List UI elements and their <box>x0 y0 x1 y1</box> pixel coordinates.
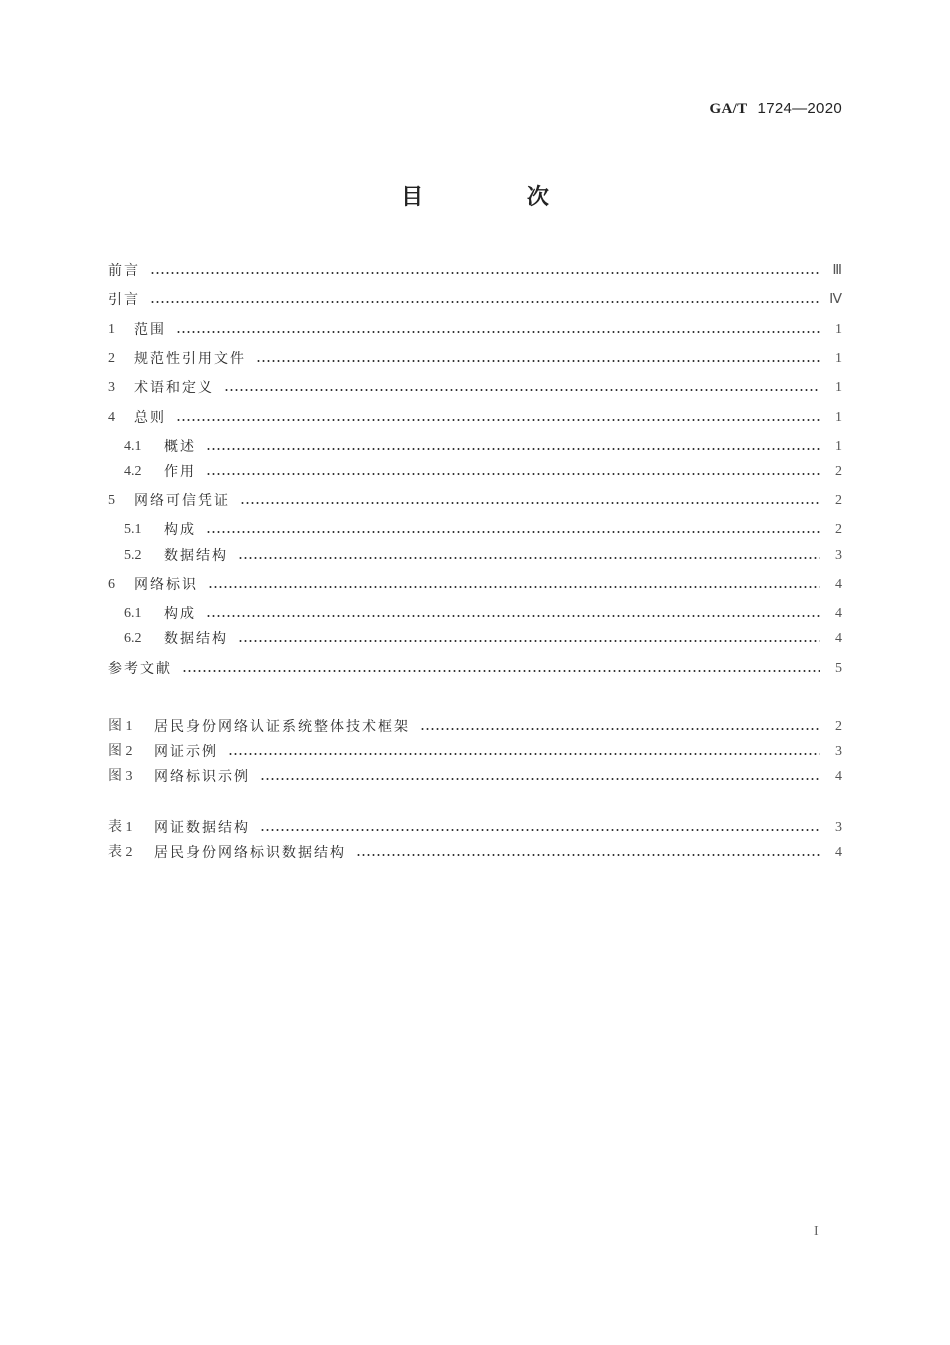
dot-leader <box>228 742 820 762</box>
dot-leader <box>224 378 820 398</box>
entry-page-number: 4 <box>835 606 842 621</box>
entry-label: 引言 <box>108 292 140 308</box>
toc-entry[interactable] <box>108 604 842 624</box>
entry-label: 居民身份网络认证系统整体技术框架 <box>154 719 410 735</box>
entry-label: 术语和定义 <box>134 380 214 396</box>
toc-entry[interactable] <box>108 491 842 511</box>
standard-prefix: GA/T <box>709 101 748 117</box>
entry-label: 范围 <box>134 322 166 338</box>
page-number: I <box>814 1224 819 1239</box>
entry-label: 作用 <box>164 464 196 480</box>
entry-page-number: 4 <box>835 845 842 860</box>
entry-page-number: 1 <box>835 410 842 425</box>
entry-page-number: 1 <box>835 439 842 454</box>
dot-leader <box>176 408 820 428</box>
entry-label: 构成 <box>164 606 196 622</box>
toc-entry[interactable] <box>108 437 842 457</box>
dot-leader <box>356 843 820 863</box>
entry-label: 网络标识 <box>134 577 198 593</box>
figure-entry[interactable] <box>108 717 842 737</box>
toc-entry[interactable] <box>108 462 842 482</box>
entry-number: 5 <box>108 493 115 508</box>
entry-page-number: 3 <box>835 744 842 759</box>
entry-page-number: Ⅲ <box>832 263 842 278</box>
entry-page-number: 1 <box>835 322 842 337</box>
entry-number: 表 1 <box>108 820 133 835</box>
figure-entry[interactable] <box>108 767 842 787</box>
entry-page-number: Ⅳ <box>829 292 842 307</box>
toc-entry[interactable] <box>108 349 842 369</box>
entry-label: 前言 <box>108 263 140 279</box>
entry-number: 图 2 <box>108 744 133 759</box>
entry-page-number: 4 <box>835 577 842 592</box>
entry-number: 5.2 <box>124 548 142 563</box>
entry-label: 居民身份网络标识数据结构 <box>154 845 346 861</box>
entry-number: 图 1 <box>108 719 133 734</box>
entry-page-number: 3 <box>835 548 842 563</box>
entry-label: 构成 <box>164 522 196 538</box>
dot-leader <box>182 659 820 679</box>
page-title: 目 次 <box>401 185 597 210</box>
dot-leader <box>260 767 820 787</box>
entry-page-number: 2 <box>835 522 842 537</box>
toc-entry[interactable] <box>108 320 842 340</box>
entry-page-number: 3 <box>835 820 842 835</box>
dot-leader <box>206 520 820 540</box>
dot-leader <box>206 437 820 457</box>
entry-number: 4.1 <box>124 439 142 454</box>
dot-leader <box>208 575 820 595</box>
entry-label: 网络标识示例 <box>154 769 250 785</box>
entry-label: 概述 <box>164 439 196 455</box>
table-entry[interactable] <box>108 818 842 838</box>
toc-entry[interactable] <box>108 546 842 566</box>
standard-number: 1724—2020 <box>757 100 842 117</box>
entry-number: 表 2 <box>108 845 133 860</box>
toc-entry[interactable] <box>108 290 842 310</box>
toc-entry[interactable] <box>108 629 842 649</box>
entry-number: 2 <box>108 351 115 366</box>
entry-label: 网证数据结构 <box>154 820 250 836</box>
dot-leader <box>176 320 820 340</box>
entry-label: 总则 <box>134 410 166 426</box>
dot-leader <box>150 290 820 310</box>
table-entry[interactable] <box>108 843 842 863</box>
toc-entry[interactable] <box>108 378 842 398</box>
toc-entry[interactable] <box>108 408 842 428</box>
entry-number: 6.1 <box>124 606 142 621</box>
dot-leader <box>256 349 820 369</box>
entry-number: 3 <box>108 380 115 395</box>
entry-label: 参考文献 <box>108 661 172 677</box>
entry-number: 4 <box>108 410 115 425</box>
entry-number: 6 <box>108 577 115 592</box>
entry-page-number: 1 <box>835 351 842 366</box>
dot-leader <box>260 818 820 838</box>
toc-entry[interactable] <box>108 520 842 540</box>
entry-page-number: 2 <box>835 719 842 734</box>
entry-page-number: 2 <box>835 464 842 479</box>
entry-label: 数据结构 <box>164 548 228 564</box>
entry-number: 图 3 <box>108 769 133 784</box>
entry-page-number: 5 <box>835 661 842 676</box>
entry-number: 1 <box>108 322 115 337</box>
dot-leader <box>420 717 820 737</box>
toc-entry[interactable] <box>108 659 842 679</box>
dot-leader <box>238 546 820 566</box>
entry-number: 6.2 <box>124 631 142 646</box>
entry-number: 5.1 <box>124 522 142 537</box>
dot-leader <box>150 261 820 281</box>
dot-leader <box>206 604 820 624</box>
entry-label: 规范性引用文件 <box>134 351 246 367</box>
entry-label: 网络可信凭证 <box>134 493 230 509</box>
entry-label: 网证示例 <box>154 744 218 760</box>
toc-entry[interactable] <box>108 575 842 595</box>
entry-label: 数据结构 <box>164 631 228 647</box>
entry-number: 4.2 <box>124 464 142 479</box>
entry-page-number: 4 <box>835 631 842 646</box>
dot-leader <box>206 462 820 482</box>
entry-page-number: 4 <box>835 769 842 784</box>
standard-header <box>710 99 842 118</box>
dot-leader <box>238 629 820 649</box>
dot-leader <box>240 491 820 511</box>
entry-page-number: 1 <box>835 380 842 395</box>
figure-entry[interactable] <box>108 742 842 762</box>
entry-page-number: 2 <box>835 493 842 508</box>
toc-entry[interactable] <box>108 261 842 281</box>
